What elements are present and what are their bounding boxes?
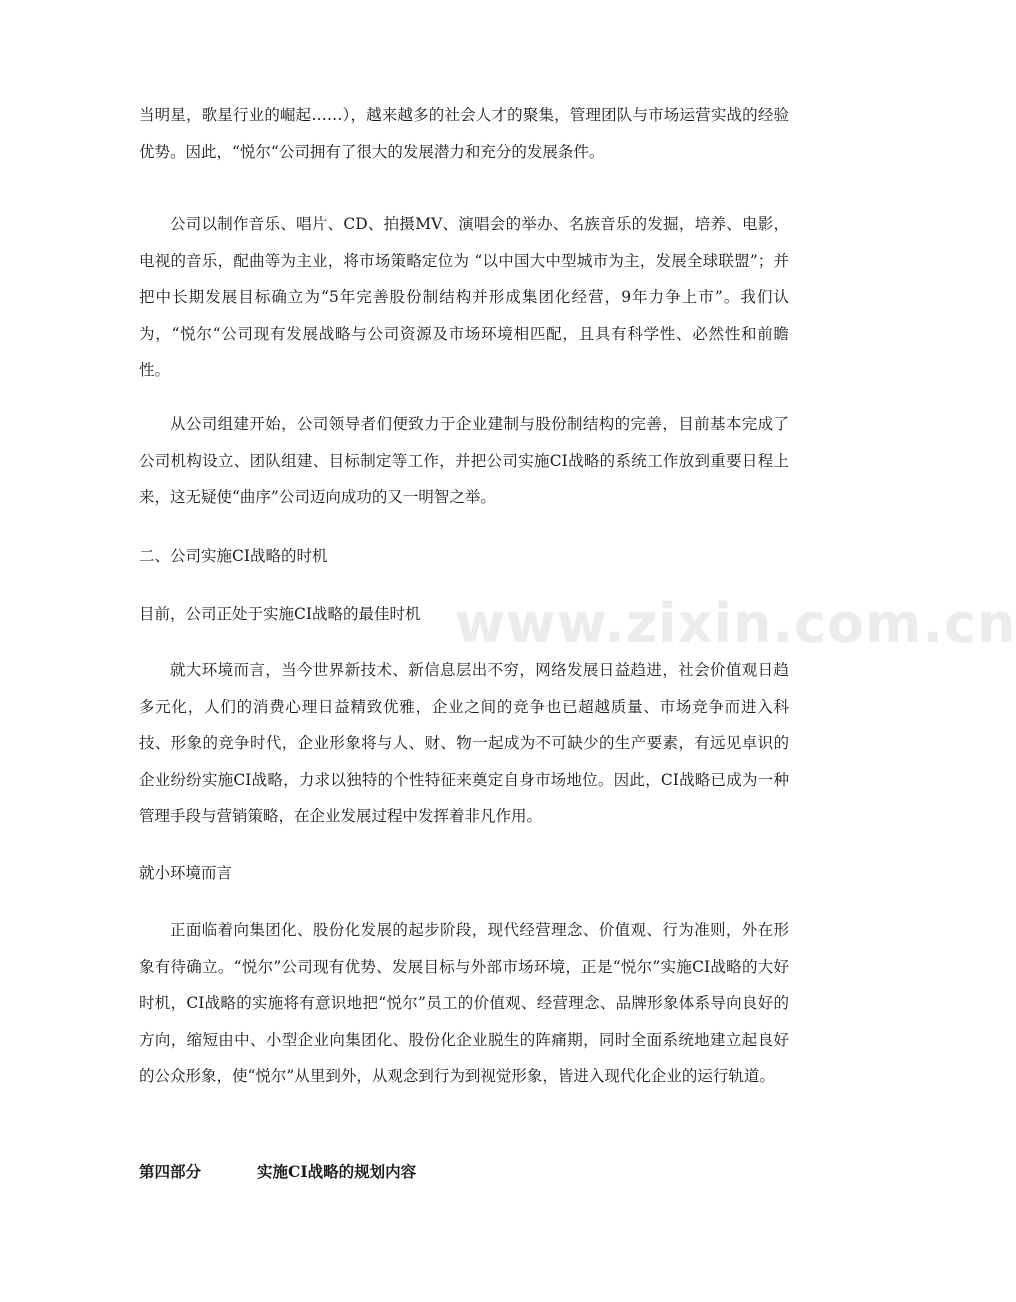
paragraph-continuation: 当明星，歌星行业的崛起……），越来越多的社会人才的聚集，管理团队与市场运营实战的经验优势。因此，“悦尔“公司拥有了很大的发展潜力和充分的发展条件。: [139, 106, 789, 161]
part-four-heading: [139, 1154, 416, 1190]
paragraph-macro-environment: 就大环境而言，当今世界新技术、新信息层出不穷，网络发展日益趋进，社会价值观日趋多元化，人们的消费心理日益精致优雅，企业之间的竞争也已超越质量、市场竞争而进入科技、形象的竞争时代，企业形象将与人、财、物一起成为不可缺少的生产要素，有远见卓识的企业纷纷实施CI战略，力求以独特的个性特征来奠定自身市场地位。因此，CI战略已成为一种管理手段与营销策略，在企业发展过程中发挥着非凡作用。: [139, 661, 789, 825]
part-four-label: 第四部分: [139, 1162, 202, 1181]
paragraph-best-timing: 目前，公司正处于实施CI战略的最佳时机: [139, 605, 421, 623]
paragraph-business-scope: 公司以制作音乐、唱片、CD、拍摄MV、演唱会的举办、名族音乐的发掘，培养、电影，电视的音乐，配曲等为主业，将市场策略定位为 “以中国大中型城市为主，发展全球联盟”；并把中长期发展目标确立为“5年完善股份制结构并形成集团化经营，9年力争上市”。我们认为，“悦尔“公司现有发展战略与公司资源及市场环境相匹配，且具有科学性、必然性和前瞻性。: [139, 215, 789, 379]
paragraph-micro-environment-label: 就小环境而言: [139, 864, 233, 882]
paragraph-company-formation: 从公司组建开始，公司领导者们便致力于企业建制与股份制结构的完善，目前基本完成了公司机构设立、团队组建、目标制定等工作，并把公司实施CI战略的系统工作放到重要日程上来，这无疑使“曲序”公司迈向成功的又一明智之举。: [139, 415, 789, 506]
paragraph-micro-environment: 正面临着向集团化、股份化发展的起步阶段，现代经营理念、价值观、行为准则，外在形象有待确立。“悦尔”公司现有优势、发展目标与外部市场环境，正是“悦尔”实施CI战略的大好时机，CI战略的实施将有意识地把“悦尔”员工的价值观、经营理念、品牌形象体系导向良好的方向，缩短由中、小型企业向集团化、股份化企业脱生的阵痛期，同时全面系统地建立起良好的公众形象，使“悦尔”从里到外，从观念到行为到视觉形象，皆进入现代化企业的运行轨道。: [139, 921, 789, 1085]
watermark: www.zixin.com.cn: [455, 592, 1016, 655]
section-subheading-timing: 二、公司实施CI战略的时机: [139, 547, 328, 565]
part-four-title: 实施CI战略的规划内容: [257, 1162, 417, 1181]
